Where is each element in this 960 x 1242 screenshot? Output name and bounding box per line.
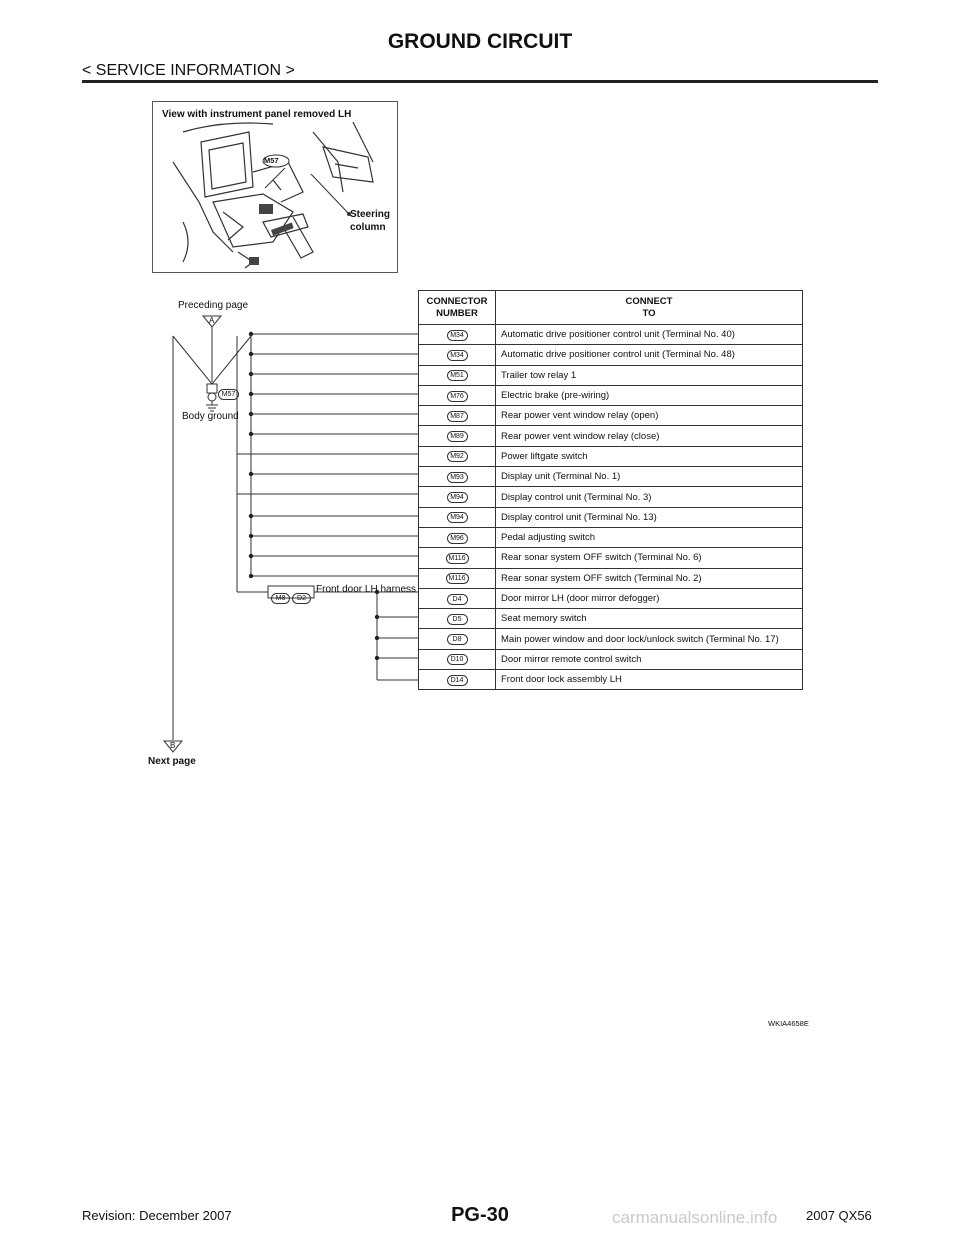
table-row xyxy=(419,487,803,507)
connector-number: M94 xyxy=(447,512,468,523)
splice-dot xyxy=(375,615,379,619)
harness-connector-label: M8 xyxy=(271,593,290,604)
connect-to-cell: Display unit (Terminal No. 1) xyxy=(496,467,803,487)
connector-number: M34 xyxy=(447,350,468,361)
header-to-line1: CONNECT xyxy=(625,295,673,307)
connect-to-cell: Rear sonar system OFF switch (Terminal No. 6) xyxy=(496,548,803,568)
header-number-line2: NUMBER xyxy=(436,307,478,319)
connector-number-cell xyxy=(419,649,496,669)
connect-to-cell: Trailer tow relay 1 xyxy=(496,365,803,385)
connector-number-cell xyxy=(419,385,496,405)
table-row xyxy=(419,568,803,588)
connect-to-cell: Main power window and door lock/unlock switch (Terminal No. 17) xyxy=(496,629,803,649)
connect-to-cell: Display control unit (Terminal No. 3) xyxy=(496,487,803,507)
connector-number: M94 xyxy=(447,492,468,503)
connector-number: D8 xyxy=(447,634,468,645)
connector-number-cell xyxy=(419,325,496,345)
table-row xyxy=(419,365,803,385)
connector-number-cell xyxy=(419,345,496,365)
table-row xyxy=(419,426,803,446)
table-row xyxy=(419,670,803,690)
table-header-row xyxy=(419,291,803,325)
page-title: GROUND CIRCUIT xyxy=(387,30,573,53)
connect-to-cell: Electric brake (pre-wiring) xyxy=(496,385,803,405)
connector-number-cell xyxy=(419,670,496,690)
header-connect-to xyxy=(496,291,803,325)
connector-number: M96 xyxy=(447,533,468,544)
v-wire-right xyxy=(212,336,251,384)
connector-number-cell xyxy=(419,446,496,466)
connect-to-cell: Power liftgate switch xyxy=(496,446,803,466)
illustration-connector-label: M57 xyxy=(264,156,279,165)
ground-connector-pill xyxy=(218,383,239,401)
connector-number-cell xyxy=(419,548,496,568)
illustration-caption: View with instrument panel removed LH xyxy=(162,109,352,120)
table-row xyxy=(419,507,803,527)
figure-id: WKIA4658E xyxy=(768,1019,809,1028)
connector-number-cell xyxy=(419,568,496,588)
splice-dot xyxy=(249,412,253,416)
ground-connector-box xyxy=(207,384,217,393)
steering-label-line1: Steering xyxy=(350,209,391,220)
splice-dot xyxy=(249,534,253,538)
table-row xyxy=(419,609,803,629)
connector-number: D10 xyxy=(447,654,468,665)
table-row xyxy=(419,406,803,426)
v-wire-left xyxy=(173,336,212,384)
connect-to-cell: Seat memory switch xyxy=(496,609,803,629)
table-row xyxy=(419,629,803,649)
connector-number: M116 xyxy=(446,573,469,584)
section-label: < SERVICE INFORMATION > xyxy=(82,62,295,79)
connector-number: M93 xyxy=(447,472,468,483)
connector-number-cell xyxy=(419,507,496,527)
connector-number-cell xyxy=(419,426,496,446)
next-page-label: Next page xyxy=(148,756,196,767)
ground-connector-label: M57 xyxy=(218,389,239,400)
harness-connector-m8 xyxy=(271,587,290,605)
connector-number-cell xyxy=(419,467,496,487)
connect-to-cell: Rear sonar system OFF switch (Terminal No. 2) xyxy=(496,568,803,588)
splice-dot xyxy=(249,574,253,578)
table-row xyxy=(419,345,803,365)
connector-number: M92 xyxy=(447,451,468,462)
connector-number: D14 xyxy=(447,675,468,686)
connect-to-cell: Rear power vent window relay (close) xyxy=(496,426,803,446)
harness-label: Front door LH harness xyxy=(316,584,417,595)
connector-number-cell xyxy=(419,588,496,608)
splice-dot xyxy=(375,656,379,660)
connect-to-cell: Display control unit (Terminal No. 13) xyxy=(496,507,803,527)
connector-number-cell xyxy=(419,406,496,426)
connector-number: M51 xyxy=(447,370,468,381)
table-row xyxy=(419,588,803,608)
connector-number: M76 xyxy=(447,391,468,402)
connector-number: D5 xyxy=(447,614,468,625)
splice-dot xyxy=(249,372,253,376)
page-number: PG-30 xyxy=(451,1204,509,1226)
connect-to-cell: Front door lock assembly LH xyxy=(496,670,803,690)
splice-dot xyxy=(249,392,253,396)
splice-dot xyxy=(375,636,379,640)
connect-to-cell: Door mirror remote control switch xyxy=(496,649,803,669)
header-number-line1: CONNECTOR xyxy=(426,295,488,307)
connector-number-cell xyxy=(419,365,496,385)
connector-number-cell xyxy=(419,527,496,547)
connector-number: M89 xyxy=(447,431,468,442)
splice-dot xyxy=(249,432,253,436)
connector-number: M116 xyxy=(446,553,469,564)
harness-connector-d2 xyxy=(292,587,311,605)
splice-dot xyxy=(249,514,253,518)
connector-a-label: A xyxy=(209,316,215,325)
table-row xyxy=(419,527,803,547)
connector-number-cell xyxy=(419,609,496,629)
body-ground-label: Body ground xyxy=(182,411,239,422)
connector-number: M87 xyxy=(447,411,468,422)
connector-table-body xyxy=(419,325,803,690)
connect-to-cell: Pedal adjusting switch xyxy=(496,527,803,547)
splice-dot xyxy=(249,472,253,476)
connector-number-cell xyxy=(419,629,496,649)
connector-number: D4 xyxy=(447,594,468,605)
steering-label-line2: column xyxy=(350,222,386,233)
table-row xyxy=(419,649,803,669)
preceding-page-label: Preceding page xyxy=(178,300,249,311)
connect-to-cell: Automatic drive positioner control unit (Terminal No. 40) xyxy=(496,325,803,345)
watermark: carmanualsonline.info xyxy=(612,1208,778,1227)
table-row xyxy=(419,467,803,487)
connect-to-cell: Door mirror LH (door mirror defogger) xyxy=(496,588,803,608)
connector-b-label: B xyxy=(170,741,176,750)
header-to-line2: TO xyxy=(642,307,656,319)
harness-connector-label: D2 xyxy=(292,593,311,604)
table-row xyxy=(419,385,803,405)
model-label: 2007 QX56 xyxy=(806,1208,872,1223)
table-row xyxy=(419,548,803,568)
splice-dot xyxy=(249,554,253,558)
splice-dot xyxy=(249,332,253,336)
connect-to-cell: Automatic drive positioner control unit (Terminal No. 48) xyxy=(496,345,803,365)
revision-label: Revision: December 2007 xyxy=(82,1208,232,1223)
header-connector-number xyxy=(419,291,496,325)
connect-to-cell: Rear power vent window relay (open) xyxy=(496,406,803,426)
ground-terminal xyxy=(208,393,216,401)
connector-table xyxy=(418,290,803,690)
table-row xyxy=(419,325,803,345)
connector-number-cell xyxy=(419,487,496,507)
table-row xyxy=(419,446,803,466)
splice-dot xyxy=(249,352,253,356)
connector-number: M34 xyxy=(447,330,468,341)
